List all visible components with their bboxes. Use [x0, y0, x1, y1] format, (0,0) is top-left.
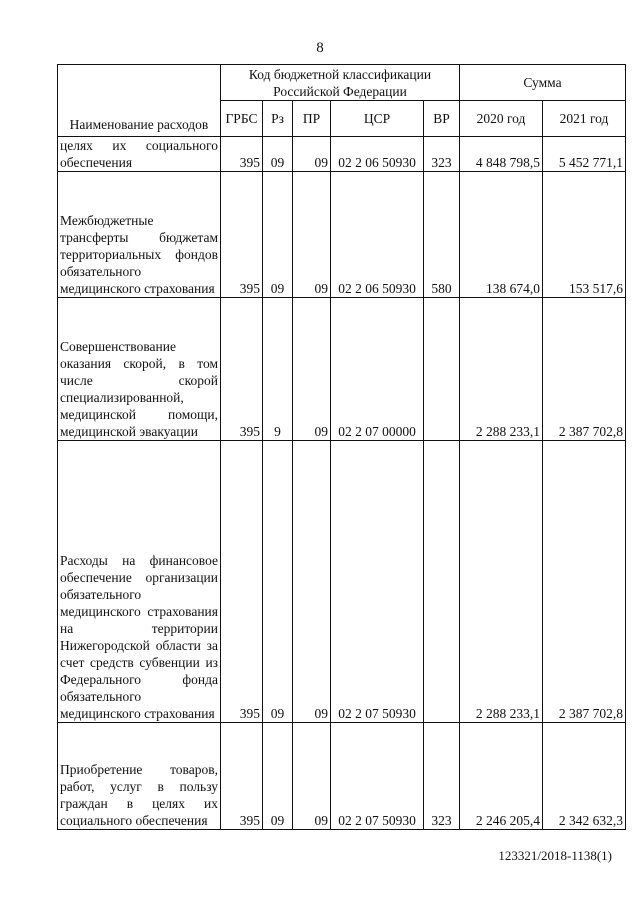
table-row — [58, 172, 626, 298]
table-row — [58, 137, 626, 172]
row-2021: 2 342 632,3 — [543, 723, 626, 830]
header-grbs: ГРБС — [221, 101, 263, 137]
row-pr: 09 — [293, 137, 331, 172]
row-pr: 09 — [293, 172, 331, 298]
header-csr: ЦСР — [331, 101, 424, 137]
row-pr: 09 — [293, 441, 331, 723]
table-row — [58, 723, 626, 830]
row-2021: 2 387 702,8 — [543, 298, 626, 441]
row-2021: 153 517,6 — [543, 172, 626, 298]
row-name: целях их социального обеспечения — [58, 137, 221, 172]
document-code: 123321/2018-1138(1) — [498, 848, 612, 863]
row-2020: 2 288 233,1 — [460, 298, 543, 441]
row-vr: 580 — [424, 172, 460, 298]
row-rz: 9 — [263, 298, 293, 441]
row-2020: 2 246 205,4 — [460, 723, 543, 830]
row-pr: 09 — [293, 723, 331, 830]
header-2020: 2020 год — [460, 101, 543, 137]
row-csr: 02 2 06 50930 — [331, 137, 424, 172]
row-name: Совершенствование оказания скорой, в том числе скорой специализированной, медицинской помощи, медицинской эвакуации — [58, 298, 221, 441]
row-rz: 09 — [263, 172, 293, 298]
row-csr: 02 2 07 00000 — [331, 298, 424, 441]
row-csr: 02 2 06 50930 — [331, 172, 424, 298]
budget-table — [57, 64, 626, 830]
row-rz: 09 — [263, 137, 293, 172]
row-rz: 09 — [263, 441, 293, 723]
row-pr: 09 — [293, 298, 331, 441]
header-vr: ВР — [424, 101, 460, 137]
row-csr: 02 2 07 50930 — [331, 723, 424, 830]
row-vr — [424, 298, 460, 441]
row-grbs: 395 — [221, 441, 263, 723]
row-2020: 2 288 233,1 — [460, 441, 543, 723]
header-name: Наименование расходов — [58, 65, 221, 137]
header-code-group: Код бюджетной классификации Российской Федерации — [221, 65, 460, 101]
row-vr: 323 — [424, 137, 460, 172]
row-grbs: 395 — [221, 172, 263, 298]
header-2021: 2021 год — [543, 101, 626, 137]
row-grbs: 395 — [221, 723, 263, 830]
header-pr: ПР — [293, 101, 331, 137]
row-name: Приобретение товаров, работ, услуг в пользу граждан в целях их социального обеспечения — [58, 723, 221, 830]
row-name: Расходы на финансовое обеспечение организации обязательного медицинского страхования на территории Нижегородской области за счет средств субвенции из Федерального фонда обязательного медицинского страхования — [58, 441, 221, 723]
row-2021: 5 452 771,1 — [543, 137, 626, 172]
row-grbs: 395 — [221, 298, 263, 441]
header-sum-group: Сумма — [460, 65, 626, 101]
page-number: 8 — [316, 40, 324, 56]
row-csr: 02 2 07 50930 — [331, 441, 424, 723]
row-rz: 09 — [263, 723, 293, 830]
row-2021: 2 387 702,8 — [543, 441, 626, 723]
table-row — [58, 298, 626, 441]
row-2020: 138 674,0 — [460, 172, 543, 298]
row-2020: 4 848 798,5 — [460, 137, 543, 172]
table-row — [58, 441, 626, 723]
row-name: Межбюджетные трансферты бюджетам территориальных фондов обязательного медицинского страхования — [58, 172, 221, 298]
header-rz: Рз — [263, 101, 293, 137]
row-vr — [424, 441, 460, 723]
row-grbs: 395 — [221, 137, 263, 172]
row-vr: 323 — [424, 723, 460, 830]
